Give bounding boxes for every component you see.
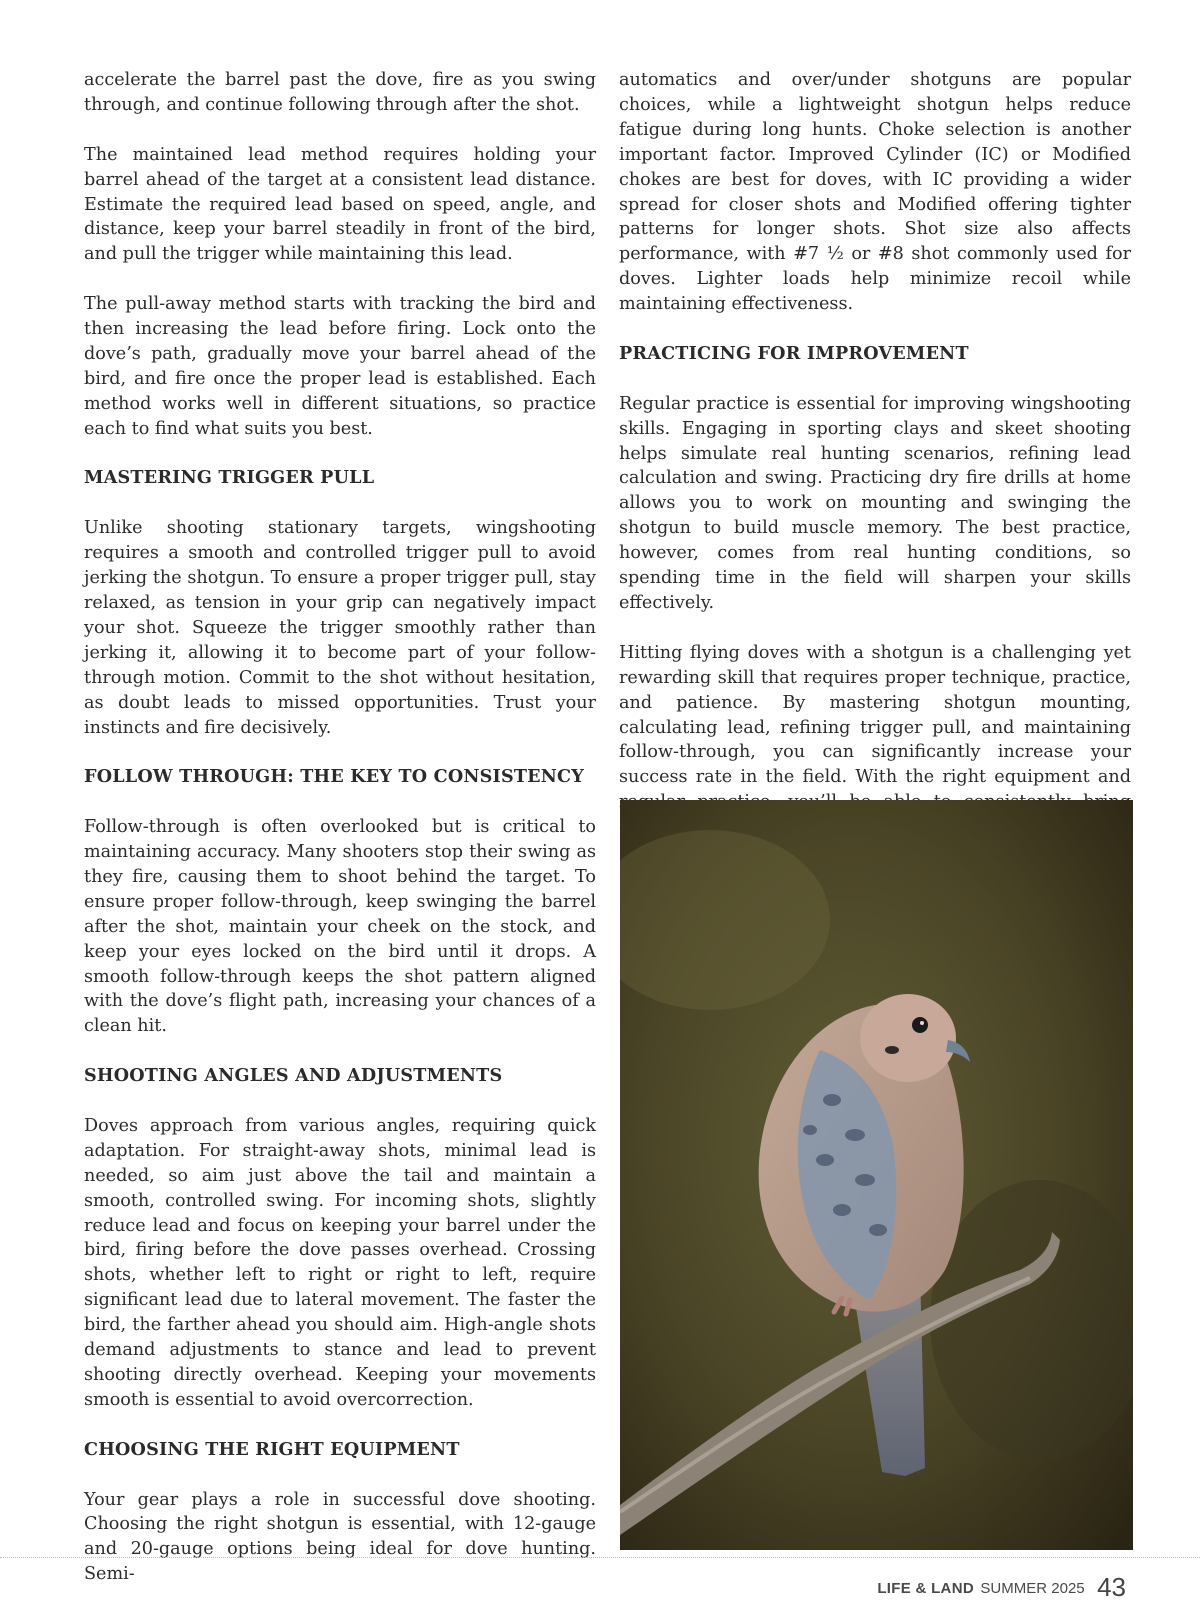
page-footer xyxy=(877,1572,1126,1603)
heading-mastering-trigger-pull: MASTERING TRIGGER PULL xyxy=(84,467,375,489)
paragraph-maintained-lead: The maintained lead method requires holding your barrel ahead of the target at a consistent lead distance. Estimate the required lead based on speed, angle, and distance, keep your barrel steadily in front of the bird, and pull the trigger while maintaining this lead. xyxy=(84,144,596,265)
paragraph-conclusion: Hitting flying doves with a shotgun is a challenging yet rewarding skill that requires proper technique, practice, and patience. By mastering shotgun mounting, calculating lead, refining trigger pull, and maintaining follow-through, you can significantly increase your success rate in the field. With the right equipment and xyxy=(619,642,1131,788)
dove-head xyxy=(860,994,956,1082)
heading-follow-through: FOLLOW THROUGH: THE KEY TO CONSISTENCY xyxy=(84,766,585,788)
paragraph-follow-through: Follow-through is often overlooked but is critical to maintaining accuracy. Many shooters stop their swing as they fire, causing them to shoot behind the target. To ensure proper follow-through, keep swinging the barrel after the shot, maintain your cheek on the stock, and keep your eyes locked on the bird until it drops. A smooth follow-through keeps the shot pattern aligned with the dove’s flight path, increasing your chances of a clean hit. xyxy=(84,817,596,1037)
dove-photo xyxy=(620,800,1133,1550)
paragraph-practice: Regular practice is essential for improving wingshooting skills. Engaging in sporting clays and skeet shooting helps simulate real hunting scenarios, refining lead calculation and swing. Practicing dry fire drills at home allows you to work on mounting and swinging the shotgun to build muscle memory. The best practice, however, comes from real hunting conditions, so spending time in the field will sharpen your skills effectively. xyxy=(619,393,1131,613)
heading-shooting-angles: SHOOTING ANGLES AND ADJUSTMENTS xyxy=(84,1065,503,1087)
paragraph-shooting-angles: Doves approach from various angles, requiring quick adaptation. For straight-away shots, minimal lead is needed, so aim just above the tail and maintain a smooth, controlled swing. For incoming shots, slightly reduce lead and focus on keeping your barrel under the bird, firing before the dove passes overhead. Crossing shots, whether left to right or right to left, require significant lead due to lateral movement. The faster the bird, the farther ahead you should aim. High-angle shots demand adjustments to stance and lead to prevent shooting directly overhead. Keeping your movements smooth is essential to avoid overcorrection. xyxy=(84,1115,596,1410)
issue-label: SUMMER 2025 xyxy=(980,1580,1085,1597)
paragraph-equipment-start: Your gear plays a role in successful dove shooting. Choosing the right shotgun is essential, with 12-gauge and 20-gauge options being ideal for dove hunting. Semi- xyxy=(84,1489,596,1585)
article-right-column xyxy=(619,68,1131,865)
paragraph-equipment-continued: automatics and over/under shotguns are popular choices, while a lightweight shotgun helps reduce fatigue during long hunts. Choke selection is another important factor. Improved Cylinder (IC) or Modified chokes are best for doves, with IC providing a wider spread for closer shots and Modified offering tighter patterns for longer shots. Shot size also affects performance, with #7 ½ or #8 shot commonly used for doves. Lighter loads help minimize recoil while maintaining effectiveness. xyxy=(619,70,1131,315)
paragraph-pull-away: The pull-away method starts with tracking the bird and then increasing the lead before firing. Lock onto the dove’s path, gradually move your barrel ahead of the bird, and fire once the proper lead is established. Each method works well in different situations, so practice each to find what suits you best. xyxy=(84,294,596,439)
heading-choosing-equipment: CHOOSING THE RIGHT EQUIPMENT xyxy=(84,1438,460,1460)
magazine-name: LIFE & LAND xyxy=(877,1580,974,1597)
heading-practicing-improvement: PRACTICING FOR IMPROVEMENT xyxy=(619,342,969,364)
footer-divider xyxy=(0,1557,1200,1558)
page-number: 43 xyxy=(1097,1572,1126,1602)
article-left-column xyxy=(84,68,596,1612)
paragraph-swing-through-end: accelerate the barrel past the dove, fire as you swing through, and continue following through after the shot. xyxy=(84,70,596,115)
paragraph-trigger-pull: Unlike shooting stationary targets, wingshooting requires a smooth and controlled trigger pull to avoid jerking the shotgun. To ensure a proper trigger pull, stay relaxed, as tension in your grip can negatively impact your shot. Squeeze the trigger smoothly rather than jerking it, allowing it to become part of your follow-through motion. Commit to the shot without hesitation, as doubt leads to missed opportunities. Trust your instincts and fire decisively. xyxy=(84,518,596,738)
dove-eye xyxy=(912,1017,928,1033)
